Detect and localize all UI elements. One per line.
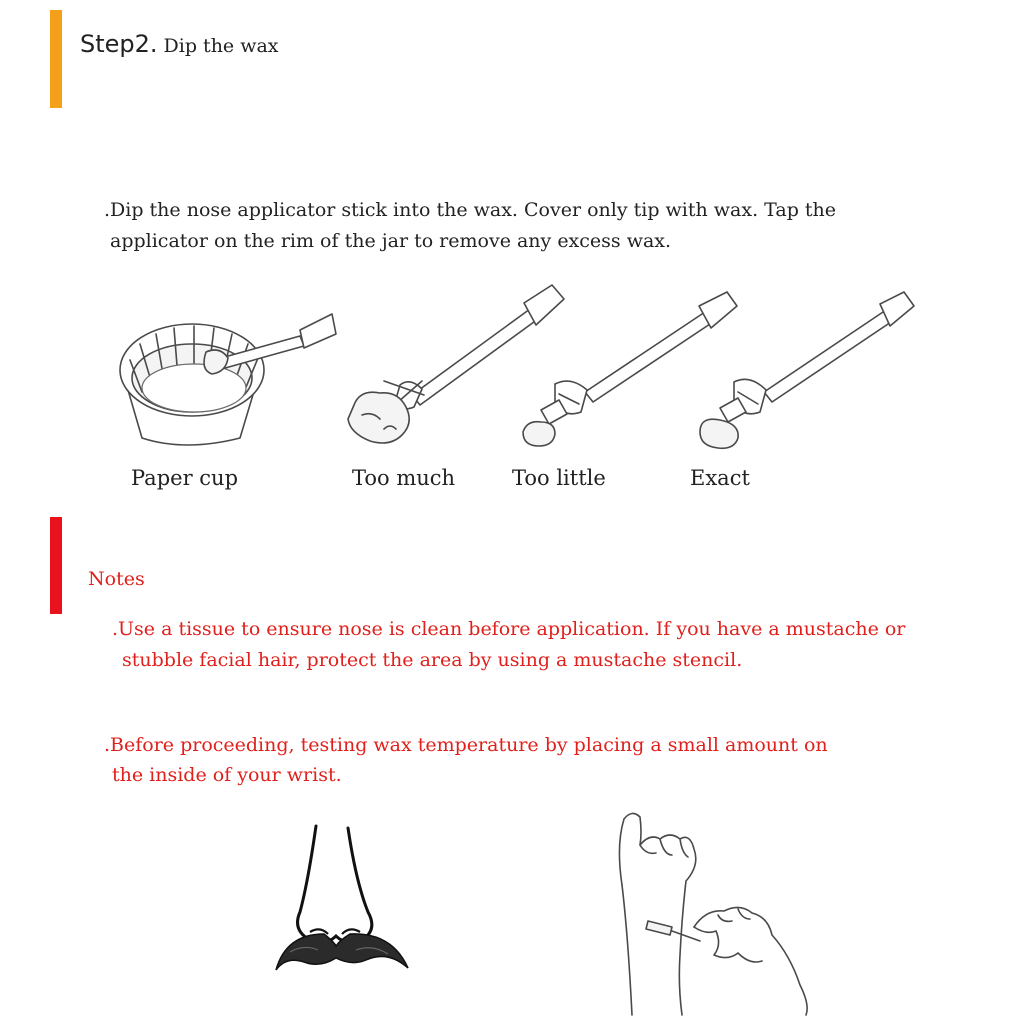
instruction-line-2: applicator on the rim of the jar to remove any excess wax. (110, 230, 672, 252)
label-too-much: Too much (352, 466, 456, 490)
instruction-line-1: .Dip the nose applicator stick into the wax. Cover only tip with wax. Tap the (104, 199, 837, 221)
note-1-line-2: stubble facial hair, protect the area by using a mustache stencil. (122, 649, 743, 671)
note-2-line-1: .Before proceeding, testing wax temperature by placing a small amount on (104, 734, 828, 756)
step-title: Dip the wax (163, 35, 279, 57)
step-number: Step2. (80, 30, 158, 58)
note-2-line-2: the inside of your wrist. (112, 764, 342, 786)
wrist-test-illustration (610, 805, 830, 1015)
note-1-line-1: .Use a tissue to ensure nose is clean before application. If you have a mustache or (112, 618, 906, 640)
notes-accent-bar (50, 517, 62, 614)
step-heading (80, 30, 279, 58)
label-exact: Exact (690, 466, 750, 490)
paper-cup-illustration (110, 300, 350, 460)
notes-title: Notes (88, 568, 145, 590)
label-paper-cup: Paper cup (131, 466, 239, 490)
nose-mustache-illustration (270, 822, 420, 982)
step-accent-bar (50, 10, 62, 108)
label-too-little: Too little (512, 466, 606, 490)
applicator-exact-illustration (690, 292, 920, 452)
